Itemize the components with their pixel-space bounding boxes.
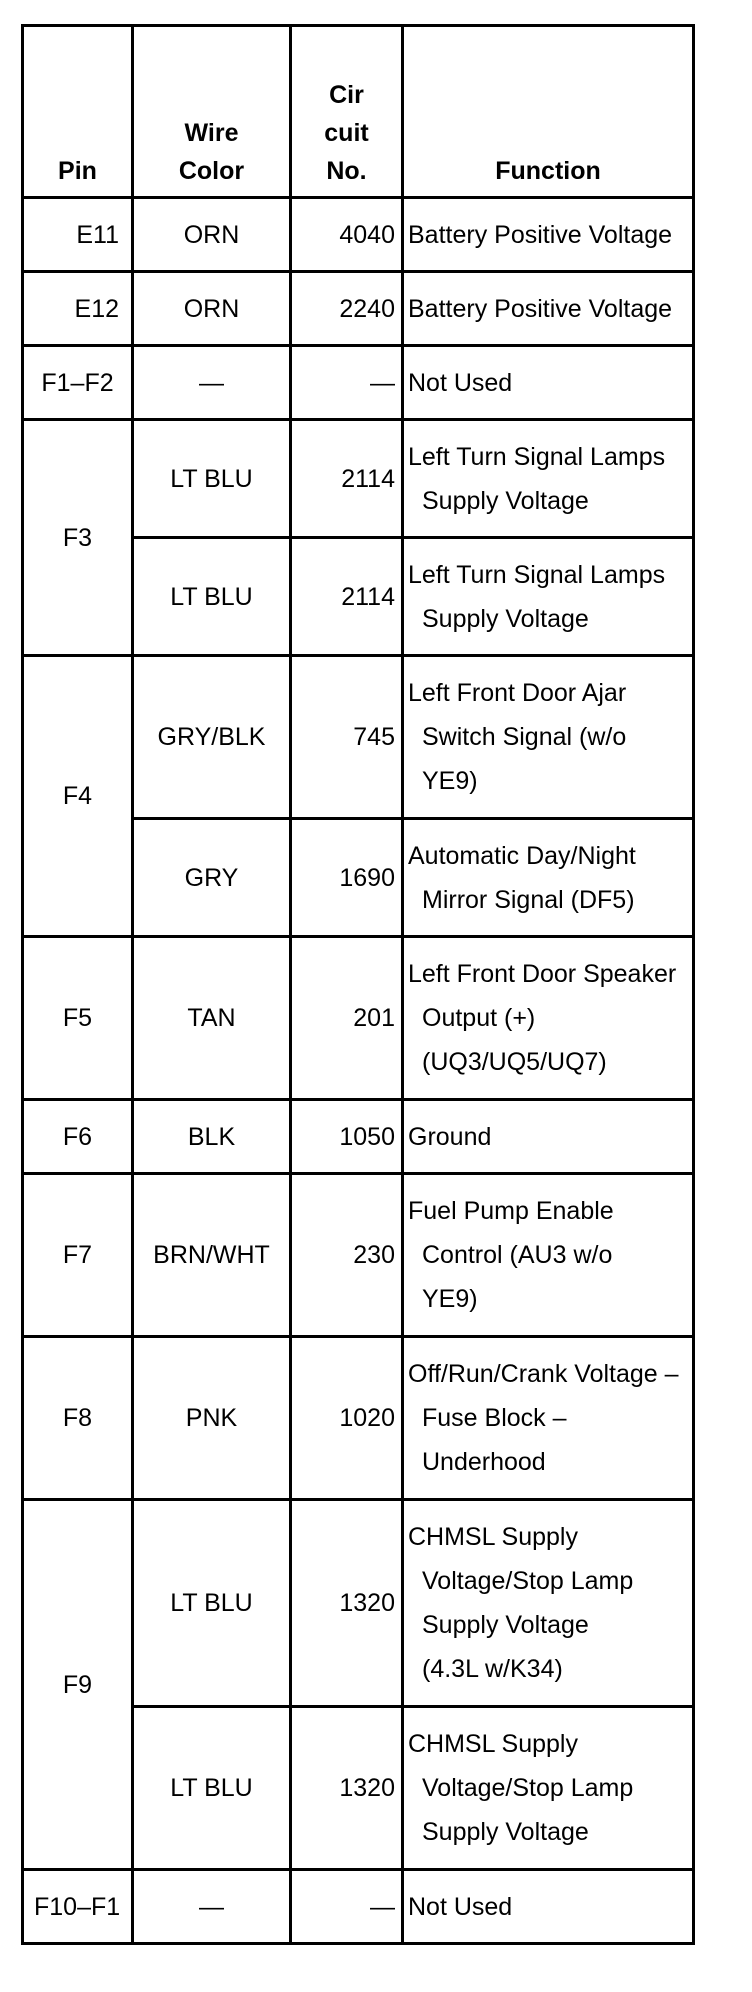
wire-color-cell: ORN — [133, 272, 291, 346]
function-cell: Battery Positive Voltage — [403, 198, 694, 272]
connector-pinout-table — [21, 24, 695, 1945]
wire-color-cell: — — [133, 1870, 291, 1944]
circuit-cell: — — [291, 1870, 403, 1944]
function-cell: Not Used — [403, 346, 694, 420]
circuit-cell: 1320 — [291, 1707, 403, 1870]
function-cell: Battery Positive Voltage — [403, 272, 694, 346]
pin-cell: F3 — [23, 420, 133, 656]
pin-cell: F7 — [23, 1174, 133, 1337]
pin-cell: F4 — [23, 656, 133, 937]
wire-color-cell: — — [133, 346, 291, 420]
circuit-cell: 1050 — [291, 1100, 403, 1174]
wire-color-cell: GRY — [133, 819, 291, 937]
circuit-cell: 1320 — [291, 1500, 403, 1707]
circuit-cell: 1020 — [291, 1337, 403, 1500]
pin-cell: F5 — [23, 937, 133, 1100]
circuit-cell: 4040 — [291, 198, 403, 272]
table-row — [23, 272, 694, 346]
function-cell: Ground — [403, 1100, 694, 1174]
table-row — [23, 1500, 694, 1707]
circuit-cell: — — [291, 346, 403, 420]
function-cell: CHMSL Supply Voltage/Stop Lamp Supply Voltage — [403, 1707, 694, 1870]
circuit-cell: 2240 — [291, 272, 403, 346]
wire-color-cell: BLK — [133, 1100, 291, 1174]
function-cell: Automatic Day/Night Mirror Signal (DF5) — [403, 819, 694, 937]
function-cell: Left Turn Signal Lamps Supply Voltage — [403, 538, 694, 656]
table-row — [23, 1870, 694, 1944]
function-cell: Left Front Door Ajar Switch Signal (w/o YE9) — [403, 656, 694, 819]
function-cell: Left Turn Signal Lamps Supply Voltage — [403, 420, 694, 538]
pin-cell: F10–F1 — [23, 1870, 133, 1944]
table-row — [23, 420, 694, 538]
table-row — [23, 346, 694, 420]
table-row — [23, 1174, 694, 1337]
wire-color-cell: LT BLU — [133, 1707, 291, 1870]
circuit-cell: 230 — [291, 1174, 403, 1337]
pin-cell: F1–F2 — [23, 346, 133, 420]
pin-cell: F9 — [23, 1500, 133, 1870]
wire-color-cell: GRY/BLK — [133, 656, 291, 819]
wire-color-cell: BRN/WHT — [133, 1174, 291, 1337]
header-pin: Pin — [23, 26, 133, 198]
header-row — [23, 26, 694, 198]
circuit-cell: 1690 — [291, 819, 403, 937]
wire-color-cell: LT BLU — [133, 1500, 291, 1707]
function-cell: Off/Run/Crank Voltage – Fuse Block – Underhood — [403, 1337, 694, 1500]
pin-cell: E12 — [23, 272, 133, 346]
circuit-cell: 201 — [291, 937, 403, 1100]
wire-color-cell: TAN — [133, 937, 291, 1100]
table-row — [23, 656, 694, 819]
table-row — [23, 1337, 694, 1500]
header-function: Function — [403, 26, 694, 198]
wire-color-cell: PNK — [133, 1337, 291, 1500]
function-cell: CHMSL Supply Voltage/Stop Lamp Supply Voltage (4.3L w/K34) — [403, 1500, 694, 1707]
circuit-cell: 2114 — [291, 420, 403, 538]
function-cell: Not Used — [403, 1870, 694, 1944]
header-circuit-no: Cir cuit No. — [291, 26, 403, 198]
function-cell: Fuel Pump Enable Control (AU3 w/o YE9) — [403, 1174, 694, 1337]
circuit-cell: 2114 — [291, 538, 403, 656]
wire-color-cell: ORN — [133, 198, 291, 272]
pin-cell: F8 — [23, 1337, 133, 1500]
circuit-cell: 745 — [291, 656, 403, 819]
function-cell: Left Front Door Speaker Output (+) (UQ3/UQ5/UQ7) — [403, 937, 694, 1100]
pin-cell: E11 — [23, 198, 133, 272]
table-row — [23, 1100, 694, 1174]
wire-color-cell: LT BLU — [133, 420, 291, 538]
table-row — [23, 198, 694, 272]
table-row — [23, 937, 694, 1100]
wire-color-cell: LT BLU — [133, 538, 291, 656]
header-wire-color: Wire Color — [133, 26, 291, 198]
pin-cell: F6 — [23, 1100, 133, 1174]
